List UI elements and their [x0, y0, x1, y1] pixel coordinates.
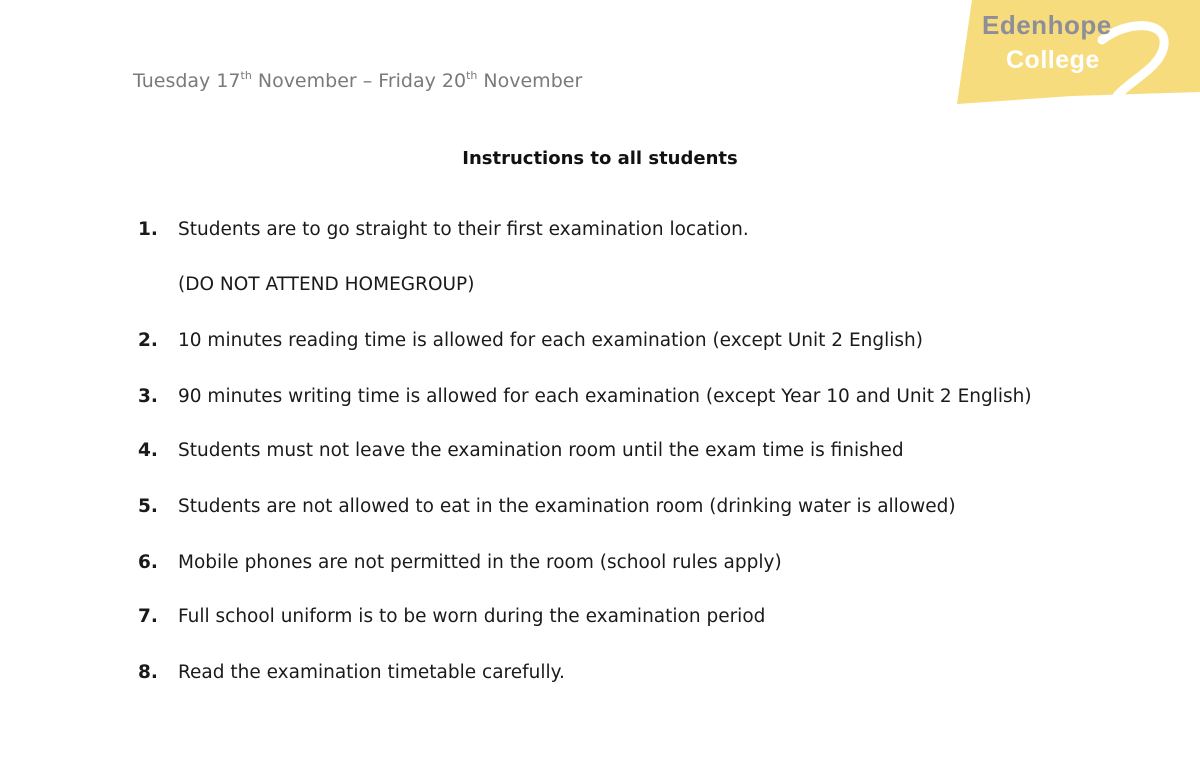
- item-number: 5.: [138, 496, 158, 517]
- instruction-item: [138, 440, 904, 461]
- instruction-item: [138, 496, 956, 517]
- item-number: 6.: [138, 552, 158, 573]
- item-text: Students must not leave the examination room until the exam time is finished: [178, 440, 904, 461]
- instruction-item: [138, 386, 1032, 407]
- instruction-item: [138, 219, 749, 240]
- item-number: 7.: [138, 606, 158, 627]
- item-text: 10 minutes reading time is allowed for each examination (except Unit 2 English): [178, 330, 923, 351]
- item-number: 1.: [138, 219, 158, 240]
- item-number: 8.: [138, 662, 158, 683]
- item-text: Students are not allowed to eat in the examination room (drinking water is allowed): [178, 496, 956, 517]
- item-number: 4.: [138, 440, 158, 461]
- instruction-item: [138, 662, 565, 683]
- instruction-item: [138, 552, 782, 573]
- item-text: Read the examination timetable carefully.: [178, 662, 565, 683]
- logo-text-edenhope: Edenhope: [982, 10, 1112, 40]
- date-range: Tuesday 17th November – Friday 20th November: [133, 69, 583, 92]
- logo-text-college: College: [1006, 46, 1100, 74]
- item-number: 2.: [138, 330, 158, 351]
- item-text: Full school uniform is to be worn during the examination period: [178, 606, 766, 627]
- college-logo: [952, 0, 1200, 104]
- page-title: Instructions to all students: [462, 148, 738, 169]
- item-text: 90 minutes writing time is allowed for each examination (except Year 10 and Unit 2 English): [178, 386, 1032, 407]
- item-text: Mobile phones are not permitted in the room (school rules apply): [178, 552, 782, 573]
- item-number: 3.: [138, 386, 158, 407]
- instruction-item: [138, 606, 765, 627]
- instruction-item: [138, 330, 923, 351]
- instruction-note: (DO NOT ATTEND HOMEGROUP): [178, 274, 475, 295]
- item-text: Students are to go straight to their first examination location.: [178, 219, 749, 240]
